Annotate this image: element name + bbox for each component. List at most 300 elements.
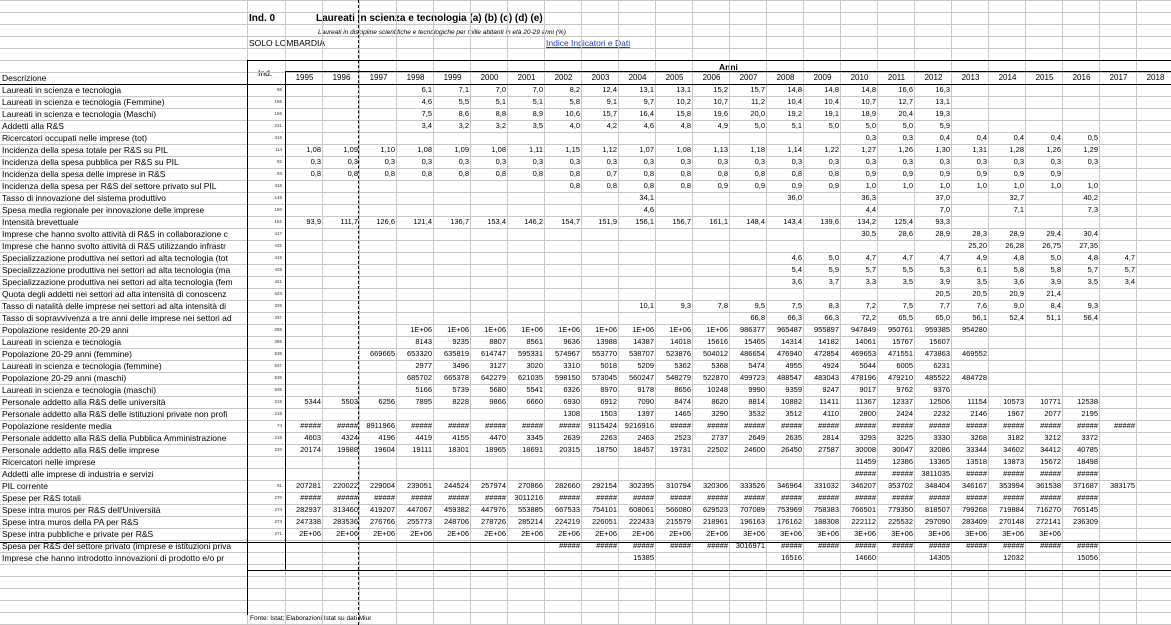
table-cell[interactable]: 30,4 — [1083, 229, 1098, 238]
table-cell[interactable]: 270148 — [998, 517, 1024, 526]
year-header[interactable]: 2000 — [480, 73, 499, 82]
table-cell[interactable]: 5166 — [415, 385, 432, 394]
table-cell[interactable]: 0,9 — [1050, 169, 1061, 178]
table-cell[interactable]: 5,9 — [828, 265, 839, 274]
row-indicator-code[interactable]: 271 — [274, 531, 282, 536]
table-cell[interactable]: 18691 — [522, 445, 543, 454]
row-description[interactable]: Popolazione residente media — [2, 421, 112, 431]
table-cell[interactable]: 3,9 — [939, 277, 950, 286]
table-cell[interactable]: 18,9 — [861, 109, 876, 118]
table-cell[interactable]: 0,8 — [569, 169, 580, 178]
table-cell[interactable]: 8,2 — [569, 85, 580, 94]
table-cell[interactable]: 2737 — [711, 433, 728, 442]
table-cell[interactable]: 1E+06 — [669, 325, 691, 334]
year-header[interactable]: 2011 — [887, 73, 906, 82]
table-cell[interactable]: 151,9 — [598, 217, 617, 226]
table-cell[interactable]: 15607 — [929, 337, 950, 346]
table-cell[interactable]: 4419 — [415, 433, 432, 442]
table-cell[interactable]: 3,2 — [495, 121, 506, 130]
table-cell[interactable]: 15056 — [1077, 553, 1098, 562]
row-indicator-code[interactable]: 538 — [274, 351, 282, 356]
table-cell[interactable]: 11367 — [855, 397, 876, 406]
table-cell[interactable]: 7,0 — [939, 205, 950, 214]
table-cell[interactable]: 1,26 — [898, 145, 913, 154]
table-cell[interactable]: ##### — [966, 469, 987, 478]
table-cell[interactable]: 954280 — [961, 325, 987, 334]
table-cell[interactable]: 22502 — [707, 445, 728, 454]
table-cell[interactable]: 9636 — [563, 337, 580, 346]
table-cell[interactable]: 14660 — [855, 553, 876, 562]
table-cell[interactable]: 4110 — [822, 409, 839, 418]
table-cell[interactable]: 5044 — [859, 361, 876, 370]
table-cell[interactable]: 473863 — [924, 349, 950, 358]
table-cell[interactable]: 10573 — [1003, 397, 1024, 406]
table-cell[interactable]: 5,8 — [1050, 265, 1061, 274]
table-cell[interactable]: 346167 — [961, 481, 987, 490]
table-cell[interactable]: 19,1 — [824, 109, 839, 118]
year-header[interactable]: 1998 — [406, 73, 425, 82]
table-cell[interactable]: 1,07 — [639, 145, 654, 154]
row-indicator-code[interactable]: 417 — [274, 231, 282, 236]
table-cell[interactable]: 1,28 — [1009, 145, 1024, 154]
table-cell[interactable]: 0,9 — [791, 181, 802, 190]
table-cell[interactable]: ##### — [855, 421, 876, 430]
table-cell[interactable]: 5,7 — [1124, 265, 1135, 274]
year-header[interactable]: 2006 — [702, 73, 721, 82]
table-cell[interactable]: 4955 — [785, 361, 802, 370]
table-cell[interactable]: 3225 — [896, 433, 913, 442]
row-description[interactable]: Specializzazione produttiva nei settori ad alta tecnologia (ma — [2, 265, 231, 275]
table-cell[interactable]: 6930 — [563, 397, 580, 406]
table-cell[interactable]: 7090 — [637, 397, 654, 406]
table-cell[interactable]: 2E+06 — [484, 529, 506, 538]
table-cell[interactable]: 566080 — [665, 505, 691, 514]
row-description[interactable]: Laureati in scienza e tecnologia (femmine) — [2, 361, 162, 371]
table-cell[interactable]: 608061 — [628, 505, 654, 514]
table-cell[interactable]: 0,9 — [976, 169, 987, 178]
row-indicator-code[interactable]: 92 — [276, 159, 282, 164]
table-cell[interactable]: 9216916 — [624, 421, 654, 430]
table-cell[interactable]: 0,8 — [717, 169, 728, 178]
table-cell[interactable]: 5,0 — [902, 121, 913, 130]
table-cell[interactable]: 13873 — [1003, 457, 1024, 466]
table-cell[interactable]: 215579 — [665, 517, 691, 526]
year-header[interactable]: 2009 — [813, 73, 832, 82]
table-cell[interactable]: 18965 — [485, 445, 506, 454]
table-cell[interactable]: 12386 — [892, 457, 913, 466]
table-cell[interactable]: 2E+06 — [299, 529, 321, 538]
table-cell[interactable]: 1,0 — [976, 181, 987, 190]
table-cell[interactable]: 353994 — [998, 481, 1024, 490]
table-cell[interactable]: 51,1 — [1046, 313, 1061, 322]
table-cell[interactable]: 248706 — [443, 517, 469, 526]
table-cell[interactable]: 10771 — [1040, 397, 1061, 406]
table-cell[interactable]: 419207 — [369, 505, 395, 514]
table-cell[interactable]: 1,08 — [417, 145, 432, 154]
row-description[interactable]: Tasso di innovazione del sistema produttivo — [2, 193, 166, 203]
table-cell[interactable]: 2E+06 — [447, 529, 469, 538]
table-cell[interactable]: 257974 — [480, 481, 506, 490]
row-indicator-code[interactable] — [248, 456, 285, 468]
table-cell[interactable]: 8474 — [674, 397, 691, 406]
table-cell[interactable]: 207281 — [295, 481, 321, 490]
row-indicator-code[interactable]: 535 — [274, 387, 282, 392]
table-cell[interactable]: ##### — [966, 541, 987, 550]
table-cell[interactable]: 9,0 — [1013, 301, 1024, 310]
table-cell[interactable]: 0,3 — [532, 157, 543, 166]
table-cell[interactable]: 2977 — [415, 361, 432, 370]
table-cell[interactable]: 3268 — [970, 433, 987, 442]
table-cell[interactable]: 3E+06 — [743, 529, 765, 538]
table-cell[interactable]: 20,0 — [750, 109, 765, 118]
table-cell[interactable]: 4,7 — [1124, 253, 1135, 262]
table-cell[interactable]: 7,2 — [865, 301, 876, 310]
table-cell[interactable]: 560247 — [628, 373, 654, 382]
table-cell[interactable]: 0,8 — [680, 181, 691, 190]
table-cell[interactable]: 484728 — [961, 373, 987, 382]
table-cell[interactable]: 779350 — [887, 505, 913, 514]
table-cell[interactable]: 276766 — [369, 517, 395, 526]
table-cell[interactable]: 2077 — [1044, 409, 1061, 418]
row-description[interactable]: Spese per R&S totali — [2, 493, 81, 503]
row-description[interactable]: PIL corrente — [2, 481, 48, 491]
table-cell[interactable]: 0,8 — [828, 169, 839, 178]
table-cell[interactable]: 11154 — [967, 397, 987, 406]
table-cell[interactable]: 21,4 — [1046, 289, 1061, 298]
table-cell[interactable]: 134,2 — [857, 217, 876, 226]
row-description[interactable]: Imprese che hanno svolto attività di R&S in collaborazione c — [2, 229, 228, 239]
table-cell[interactable]: 1308 — [563, 409, 580, 418]
table-cell[interactable]: 522870 — [702, 373, 728, 382]
table-cell[interactable]: 19731 — [670, 445, 691, 454]
year-header[interactable]: 2002 — [554, 73, 573, 82]
table-cell[interactable]: 5541 — [526, 385, 543, 394]
table-cell[interactable]: 136,7 — [450, 217, 469, 226]
table-cell[interactable]: 753969 — [776, 505, 802, 514]
table-cell[interactable]: 3E+06 — [928, 529, 950, 538]
table-cell[interactable]: 19988 — [337, 445, 358, 454]
row-description[interactable]: Ricercatori nelle imprese — [2, 457, 96, 467]
table-cell[interactable]: 13518 — [966, 457, 987, 466]
table-cell[interactable]: 6,1 — [421, 85, 432, 94]
table-cell[interactable]: 447976 — [480, 505, 506, 514]
table-cell[interactable]: 19,6 — [713, 109, 728, 118]
table-cell[interactable]: 1,10 — [380, 145, 395, 154]
row-indicator-code[interactable]: 523 — [274, 291, 282, 296]
row-description[interactable]: Spesa per R&S del settore privato (imprese e istituzioni priva — [2, 541, 232, 551]
table-cell[interactable]: 188308 — [813, 517, 839, 526]
table-cell[interactable]: 11411 — [819, 397, 839, 406]
table-cell[interactable]: 0,9 — [902, 169, 913, 178]
row-indicator-code[interactable]: 418 — [274, 183, 282, 188]
table-cell[interactable]: 7,1 — [1013, 205, 1024, 214]
table-cell[interactable]: 283409 — [961, 517, 987, 526]
table-cell[interactable]: 9017 — [859, 385, 876, 394]
table-cell[interactable]: ##### — [559, 493, 580, 502]
table-cell[interactable]: 2800 — [859, 409, 876, 418]
row-indicator-code[interactable]: 270 — [274, 495, 282, 500]
table-cell[interactable]: 1,14 — [787, 145, 802, 154]
table-cell[interactable]: 2146 — [970, 409, 987, 418]
table-cell[interactable]: 19,3 — [935, 109, 950, 118]
table-cell[interactable]: 1E+06 — [558, 325, 580, 334]
table-cell[interactable]: 28,9 — [1009, 229, 1024, 238]
table-cell[interactable]: 15672 — [1040, 457, 1061, 466]
table-cell[interactable]: 0,9 — [828, 181, 839, 190]
table-cell[interactable]: ##### — [892, 541, 913, 550]
table-cell[interactable]: 3016971 — [735, 541, 765, 550]
table-cell[interactable]: 0,4 — [976, 133, 987, 142]
table-cell[interactable]: 8807 — [489, 337, 506, 346]
table-cell[interactable]: ##### — [1077, 541, 1098, 550]
table-cell[interactable]: 143,4 — [783, 217, 802, 226]
table-cell[interactable]: 548279 — [665, 373, 691, 382]
table-cell[interactable]: 0,8 — [458, 169, 469, 178]
table-cell[interactable]: 282660 — [554, 481, 580, 490]
table-cell[interactable]: 282937 — [295, 505, 321, 514]
year-header[interactable]: 1997 — [369, 73, 388, 82]
table-cell[interactable]: ##### — [707, 541, 728, 550]
table-cell[interactable]: 0,3 — [902, 157, 913, 166]
table-cell[interactable]: 11,2 — [750, 97, 765, 106]
row-indicator-code[interactable]: 537 — [274, 363, 282, 368]
table-cell[interactable]: 0,3 — [1087, 157, 1098, 166]
table-cell[interactable]: 4,6 — [791, 253, 802, 262]
row-indicator-code[interactable]: 98 — [276, 87, 282, 92]
table-cell[interactable]: 0,3 — [976, 157, 987, 166]
table-cell[interactable]: ##### — [448, 421, 469, 430]
table-cell[interactable]: 146,2 — [524, 217, 543, 226]
table-cell[interactable]: 9,3 — [1087, 301, 1098, 310]
table-cell[interactable]: 1,27 — [861, 145, 876, 154]
table-cell[interactable]: ##### — [744, 421, 765, 430]
table-cell[interactable]: 16516 — [781, 553, 802, 562]
table-cell[interactable]: 483043 — [813, 373, 839, 382]
table-cell[interactable]: ##### — [1040, 493, 1061, 502]
table-cell[interactable]: 18498 — [1077, 457, 1098, 466]
table-cell[interactable]: 573045 — [591, 373, 617, 382]
table-cell[interactable]: 16,3 — [935, 85, 950, 94]
year-header[interactable]: 2014 — [998, 73, 1017, 82]
table-cell[interactable]: 9,1 — [606, 97, 617, 106]
table-cell[interactable]: 14018 — [670, 337, 691, 346]
table-cell[interactable]: 1E+06 — [706, 325, 728, 334]
table-cell[interactable]: 10,7 — [713, 97, 728, 106]
table-cell[interactable]: 0,9 — [939, 169, 950, 178]
table-cell[interactable]: 20,5 — [972, 289, 987, 298]
table-cell[interactable]: 7,5 — [902, 301, 913, 310]
table-cell[interactable]: 14,8 — [787, 85, 802, 94]
year-header[interactable]: 2015 — [1035, 73, 1054, 82]
table-cell[interactable]: 5,5 — [458, 97, 469, 106]
table-cell[interactable]: 716270 — [1035, 505, 1061, 514]
table-cell[interactable]: ##### — [1077, 421, 1098, 430]
year-header[interactable]: 2003 — [591, 73, 610, 82]
table-cell[interactable]: 14314 — [781, 337, 802, 346]
year-header[interactable]: 1995 — [295, 73, 314, 82]
table-cell[interactable]: 0,4 — [1013, 133, 1024, 142]
table-cell[interactable]: 244524 — [443, 481, 469, 490]
row-description[interactable]: Popolazione 20-29 anni (maschi) — [2, 373, 127, 383]
table-cell[interactable]: 18457 — [633, 445, 654, 454]
table-cell[interactable]: 26450 — [781, 445, 802, 454]
table-cell[interactable]: 1E+06 — [595, 325, 617, 334]
row-description[interactable]: Intensità brevettuale — [2, 217, 79, 227]
table-cell[interactable]: 2E+06 — [410, 529, 432, 538]
table-cell[interactable]: 1,30 — [935, 145, 950, 154]
table-cell[interactable]: 2E+06 — [706, 529, 728, 538]
table-cell[interactable]: 34412 — [1040, 445, 1061, 454]
table-cell[interactable]: 8656 — [674, 385, 691, 394]
table-cell[interactable]: 0,3 — [754, 157, 765, 166]
table-cell[interactable]: 0,4 — [939, 133, 950, 142]
table-cell[interactable]: 4,0 — [569, 121, 580, 130]
table-cell[interactable]: 1,08 — [676, 145, 691, 154]
table-cell[interactable]: 13988 — [596, 337, 617, 346]
table-cell[interactable]: 5,0 — [754, 121, 765, 130]
table-cell[interactable]: 0,3 — [384, 157, 395, 166]
table-cell[interactable]: 667533 — [554, 505, 580, 514]
table-cell[interactable]: 30,5 — [861, 229, 876, 238]
row-indicator-code[interactable]: 218 — [274, 435, 282, 440]
table-cell[interactable]: ##### — [892, 421, 913, 430]
row-indicator-code[interactable]: 274 — [274, 507, 282, 512]
row-description[interactable]: Tasso di natalità delle imprese nei settori ad alta intensità di — [2, 301, 226, 311]
row-description[interactable]: Spesa media regionale per innovazione delle imprese — [2, 205, 205, 215]
table-cell[interactable]: 1,29 — [1083, 145, 1098, 154]
table-cell[interactable]: 3330 — [933, 433, 950, 442]
index-link[interactable]: Indice Indicatori e Dati — [546, 38, 631, 48]
table-cell[interactable]: 16,4 — [639, 109, 654, 118]
table-cell[interactable]: ##### — [744, 493, 765, 502]
table-cell[interactable]: 12538 — [1077, 397, 1098, 406]
table-cell[interactable]: 310794 — [665, 481, 691, 490]
table-cell[interactable]: ##### — [781, 541, 802, 550]
table-cell[interactable]: 799268 — [961, 505, 987, 514]
table-cell[interactable]: 469653 — [850, 349, 876, 358]
table-cell[interactable]: ##### — [670, 493, 691, 502]
table-cell[interactable]: 665378 — [443, 373, 469, 382]
table-cell[interactable]: 5503 — [341, 397, 358, 406]
table-cell[interactable]: 719884 — [998, 505, 1024, 514]
table-cell[interactable]: 5,1 — [791, 121, 802, 130]
table-cell[interactable]: 8143 — [415, 337, 432, 346]
table-cell[interactable]: 10,4 — [824, 97, 839, 106]
row-indicator-code[interactable]: 231 — [274, 123, 282, 128]
table-cell[interactable]: 36,3 — [861, 193, 876, 202]
table-cell[interactable]: 4,2 — [606, 121, 617, 130]
table-cell[interactable]: 523876 — [665, 349, 691, 358]
table-cell[interactable]: 13,1 — [676, 85, 691, 94]
table-cell[interactable]: 283536 — [332, 517, 358, 526]
table-cell[interactable]: 3,9 — [1050, 277, 1061, 286]
table-cell[interactable]: 598150 — [554, 373, 580, 382]
table-cell[interactable]: 0,3 — [1013, 157, 1024, 166]
table-cell[interactable]: 2463 — [637, 433, 654, 442]
table-cell[interactable]: 4324 — [341, 433, 358, 442]
table-cell[interactable]: 14182 — [818, 337, 839, 346]
table-cell[interactable]: 0,3 — [347, 157, 358, 166]
year-header[interactable]: 2007 — [739, 73, 758, 82]
year-header[interactable]: 2004 — [628, 73, 647, 82]
table-cell[interactable]: 20,9 — [1009, 289, 1024, 298]
table-cell[interactable]: 4,4 — [865, 205, 876, 214]
table-cell[interactable]: 220022 — [332, 481, 358, 490]
table-cell[interactable]: 1,09 — [454, 145, 469, 154]
table-cell[interactable]: 3,5 — [976, 277, 987, 286]
table-cell[interactable]: 15,7 — [602, 109, 617, 118]
table-cell[interactable]: 9990 — [748, 385, 765, 394]
table-cell[interactable]: 111,7 — [340, 217, 358, 226]
table-cell[interactable]: 0,9 — [865, 169, 876, 178]
table-cell[interactable]: 1397 — [637, 409, 654, 418]
table-cell[interactable]: 7,7 — [939, 301, 950, 310]
table-cell[interactable]: 5739 — [452, 385, 469, 394]
row-description[interactable]: Laureati in scienza e tecnologia (maschi) — [2, 385, 157, 395]
row-indicator-code[interactable] — [248, 552, 285, 564]
table-cell[interactable]: 154,7 — [561, 217, 580, 226]
table-cell[interactable]: 9235 — [452, 337, 469, 346]
table-cell[interactable]: 13,1 — [639, 85, 654, 94]
row-indicator-code[interactable]: 156 — [274, 111, 282, 116]
table-cell[interactable]: 0,3 — [791, 157, 802, 166]
table-cell[interactable]: 313460 — [332, 505, 358, 514]
table-cell[interactable]: ##### — [929, 421, 950, 430]
table-cell[interactable]: 14305 — [929, 553, 950, 562]
table-cell[interactable]: 1,08 — [306, 145, 321, 154]
table-cell[interactable]: 5368 — [711, 361, 728, 370]
table-cell[interactable]: 93,3 — [935, 217, 950, 226]
table-cell[interactable]: 15767 — [892, 337, 913, 346]
table-cell[interactable]: 348404 — [924, 481, 950, 490]
table-cell[interactable]: 361538 — [1035, 481, 1061, 490]
table-cell[interactable]: 14,8 — [824, 85, 839, 94]
table-cell[interactable]: 965487 — [776, 325, 802, 334]
table-cell[interactable]: 5680 — [489, 385, 506, 394]
table-cell[interactable]: 8,3 — [828, 301, 839, 310]
table-cell[interactable]: 225532 — [887, 517, 913, 526]
table-cell[interactable]: 7,6 — [976, 301, 987, 310]
table-cell[interactable]: 9,3 — [680, 301, 691, 310]
table-cell[interactable]: 476940 — [776, 349, 802, 358]
table-cell[interactable]: 4,9 — [717, 121, 728, 130]
row-description[interactable]: Laureati in scienza e tecnologia (Maschi) — [2, 109, 157, 119]
table-cell[interactable]: 285214 — [517, 517, 543, 526]
table-cell[interactable]: 33344 — [966, 445, 987, 454]
table-cell[interactable]: 766501 — [850, 505, 876, 514]
table-cell[interactable]: 0,8 — [310, 169, 321, 178]
table-cell[interactable]: 2639 — [563, 433, 580, 442]
table-cell[interactable]: 4,6 — [643, 121, 654, 130]
table-cell[interactable]: 19111 — [412, 445, 432, 454]
table-cell[interactable]: 5,1 — [495, 97, 506, 106]
table-cell[interactable]: ##### — [929, 541, 950, 550]
table-cell[interactable]: ##### — [300, 493, 321, 502]
table-cell[interactable]: 3182 — [1007, 433, 1024, 442]
table-cell[interactable]: 222112 — [851, 517, 876, 526]
table-cell[interactable]: 270866 — [517, 481, 543, 490]
table-cell[interactable]: 685702 — [406, 373, 432, 382]
table-cell[interactable]: 0,9 — [717, 181, 728, 190]
table-cell[interactable]: 27587 — [818, 445, 839, 454]
table-cell[interactable]: 10882 — [781, 397, 802, 406]
table-cell[interactable]: ##### — [818, 541, 839, 550]
table-cell[interactable]: 4196 — [378, 433, 395, 442]
table-cell[interactable]: 0,3 — [569, 157, 580, 166]
table-cell[interactable]: 471551 — [887, 349, 913, 358]
table-cell[interactable]: 156,7 — [672, 217, 691, 226]
table-cell[interactable]: 1E+06 — [632, 325, 654, 334]
